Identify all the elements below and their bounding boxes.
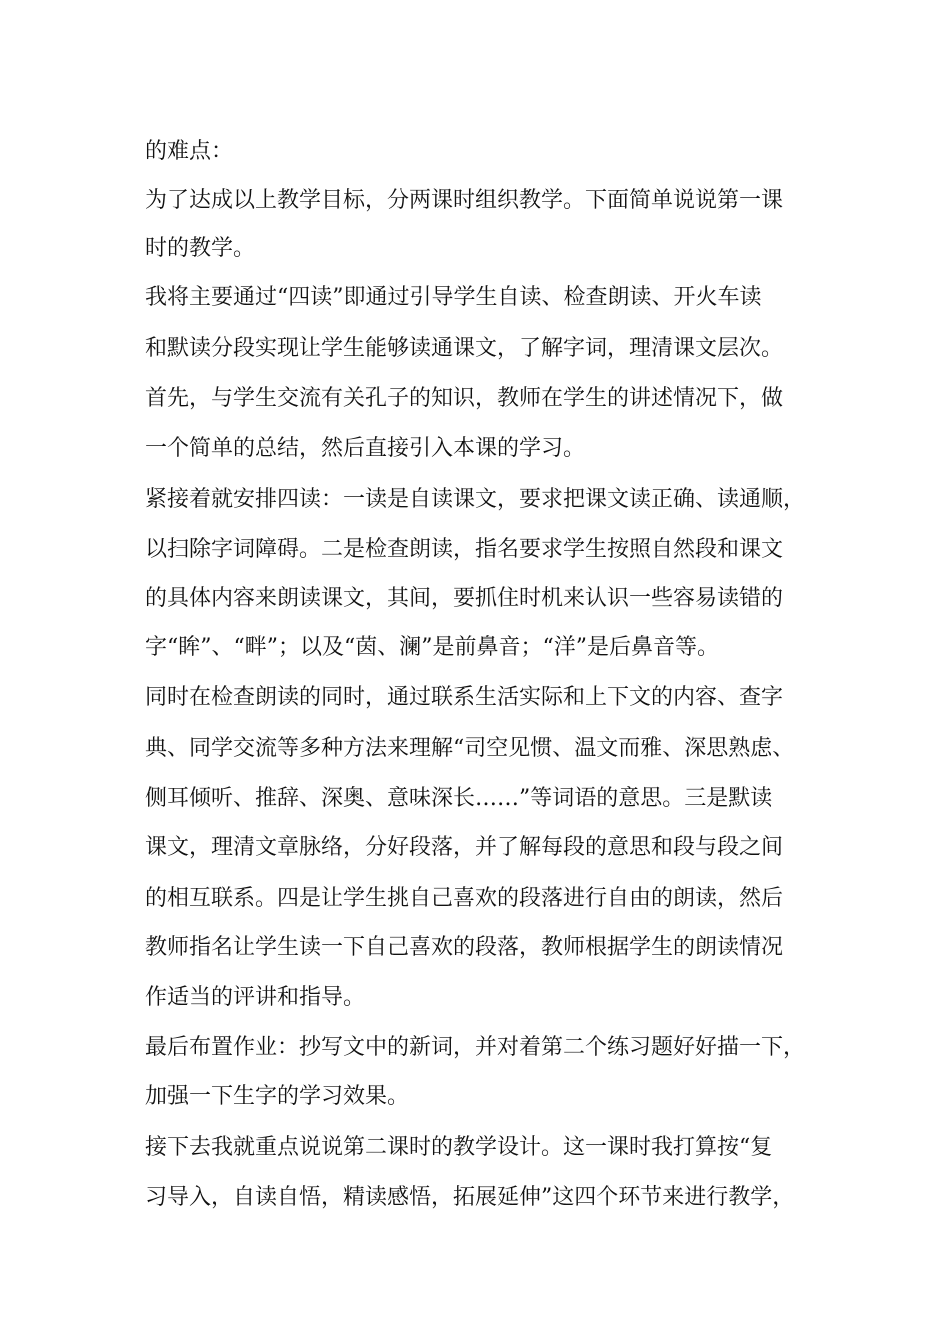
text-line: 以扫除字词障碍。二是检查朗读，指名要求学生按照自然段和课文 — [145, 537, 784, 562]
text-line: 的相互联系。四是让学生挑自己喜欢的段落进行自由的朗读，然后 — [145, 886, 784, 911]
text-line: 一个简单的总结，然后直接引入本课的学习。 — [145, 436, 586, 461]
text-line: 接下去我就重点说说第二课时的教学设计。这一课时我打算按“复 — [145, 1135, 773, 1160]
text-line: 侧耳倾听、推辞、深奥、意味深长……”等词语的意思。三是默读 — [145, 786, 773, 811]
text-line: 典、同学交流等多种方法来理解“司空见惯、温文而雅、深思熟虑、 — [145, 736, 795, 761]
text-line: 字“眸”、“畔”；以及“茵、澜”是前鼻音；“洋”是后鼻音等。 — [145, 635, 719, 660]
text-line: 时的教学。 — [145, 236, 256, 261]
text-line: 同时在检查朗读的同时，通过联系生活实际和上下文的内容、查字 — [145, 685, 784, 710]
text-line: 的难点： — [145, 139, 234, 164]
text-line: 紧接着就安排四读：一读是自读课文，要求把课文读正确、读通顺， — [145, 487, 806, 512]
text-line: 加强一下生字的学习效果。 — [145, 1084, 410, 1109]
text-line: 作适当的评讲和指导。 — [145, 985, 366, 1010]
text-line: 习导入，自读自悟，精读感悟，拓展延伸”这四个环节来进行教学， — [145, 1185, 795, 1210]
text-line: 的具体内容来朗读课文，其间，要抓住时机来认识一些容易读错的 — [145, 586, 784, 611]
text-line: 最后布置作业：抄写文中的新词，并对着第二个练习题好好描一下， — [145, 1035, 806, 1060]
text-line: 教师指名让学生读一下自己喜欢的段落，教师根据学生的朗读情况 — [145, 935, 784, 960]
text-line: 和默读分段实现让学生能够读通课文，了解字词，理清课文层次。 — [145, 336, 784, 361]
text-line: 首先，与学生交流有关孔子的知识，教师在学生的讲述情况下，做 — [145, 386, 784, 411]
text-line: 课文，理清文章脉络，分好段落，并了解每段的意思和段与段之间 — [145, 835, 784, 860]
text-line: 为了达成以上教学目标，分两课时组织教学。下面简单说说第一课 — [145, 188, 784, 213]
text-line: 我将主要通过“四读”即通过引导学生自读、检查朗读、开火车读 — [145, 285, 762, 310]
